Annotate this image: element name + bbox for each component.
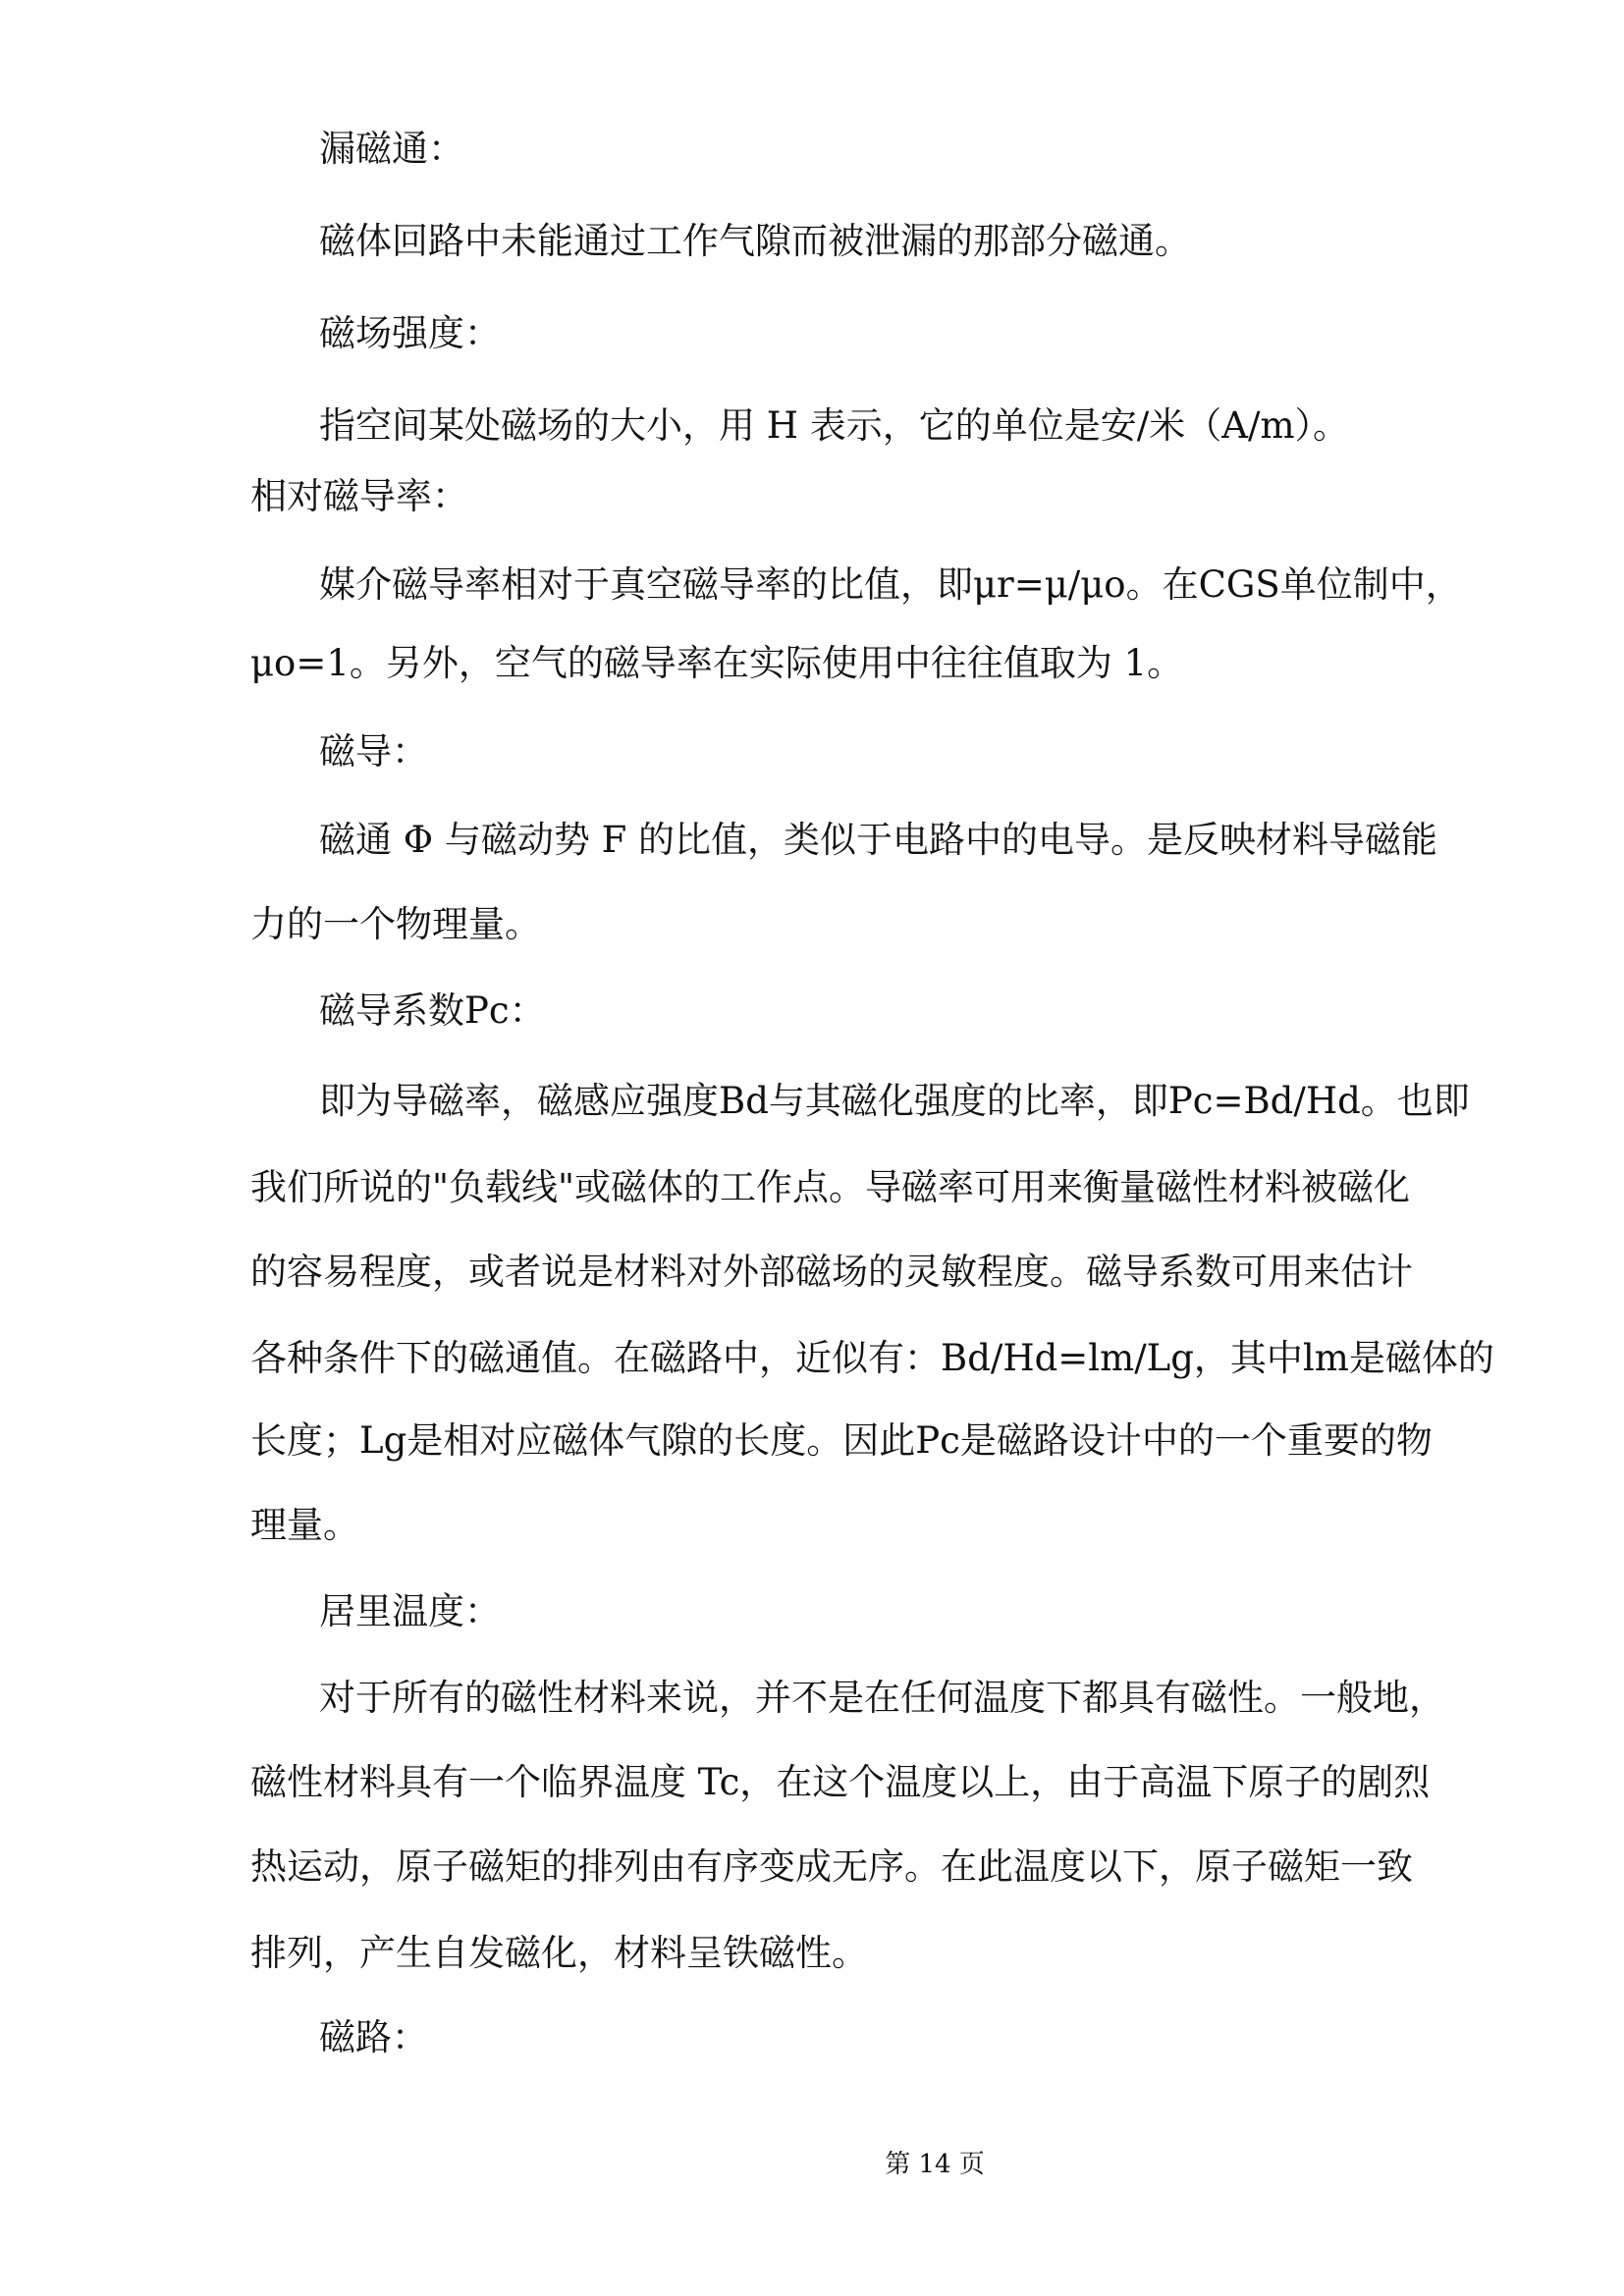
paragraph-line: 理量。 bbox=[250, 1504, 359, 1546]
heading-magnetic-circuit: 磁路： bbox=[319, 2016, 428, 2058]
paragraph-line: 各种条件下的磁通值。在磁路中，近似有：Bd/Hd=lm/Lg，其中lm是磁体的 bbox=[250, 1337, 1494, 1379]
page-number: 第 14 页 bbox=[885, 2150, 985, 2179]
paragraph-line: 磁性材料具有一个临界温度 Tc，在这个温度以上，由于高温下原子的剧烈 bbox=[250, 1761, 1431, 1803]
heading-curie-temperature: 居里温度： bbox=[319, 1590, 501, 1632]
paragraph-line: 的容易程度，或者说是材料对外部磁场的灵敏程度。磁导系数可用来估计 bbox=[250, 1251, 1413, 1293]
paragraph-line: 指空间某处磁场的大小，用 H 表示，它的单位是安/米（A/m）。 bbox=[319, 404, 1350, 447]
paragraph-line: 力的一个物理量。 bbox=[250, 903, 541, 945]
paragraph-line: 磁体回路中未能通过工作气隙而被泄漏的那部分磁通。 bbox=[319, 220, 1191, 262]
paragraph-line: 长度；Lg是相对应磁体气隙的长度。因此Pc是磁路设计中的一个重要的物 bbox=[250, 1419, 1433, 1462]
paragraph-line: 我们所说的"负载线"或磁体的工作点。导磁率可用来衡量磁性材料被磁化 bbox=[250, 1166, 1411, 1208]
paragraph-line: 排列，产生自发磁化，材料呈铁磁性。 bbox=[250, 1932, 868, 1974]
paragraph-line: 即为导磁率，磁感应强度Bd与其磁化强度的比率，即Pc=Bd/Hd。也即 bbox=[319, 1080, 1470, 1122]
paragraph-line: 磁通 Φ 与磁动势 F 的比值，类似于电路中的电导。是反映材料导磁能 bbox=[319, 819, 1438, 861]
heading-field-strength: 磁场强度： bbox=[319, 312, 501, 354]
heading-permeance-coefficient: 磁导系数Pc： bbox=[319, 989, 546, 1032]
paragraph-line: 对于所有的磁性材料来说，并不是在任何温度下都具有磁性。一般地， bbox=[319, 1677, 1445, 1719]
heading-permeance: 磁导： bbox=[319, 730, 428, 773]
paragraph-line: 热运动，原子磁矩的排列由有序变成无序。在此温度以下，原子磁矩一致 bbox=[250, 1845, 1413, 1888]
paragraph-line: 媒介磁导率相对于真空磁导率的比值，即μr=μ/μo。在CGS单位制中， bbox=[319, 563, 1462, 606]
heading-leakage-flux: 漏磁通： bbox=[319, 128, 464, 170]
heading-relative-permeability: 相对磁导率： bbox=[250, 475, 468, 517]
paragraph-line: μo=1。另外，空气的磁导率在实际使用中往往值取为 1。 bbox=[250, 642, 1184, 684]
